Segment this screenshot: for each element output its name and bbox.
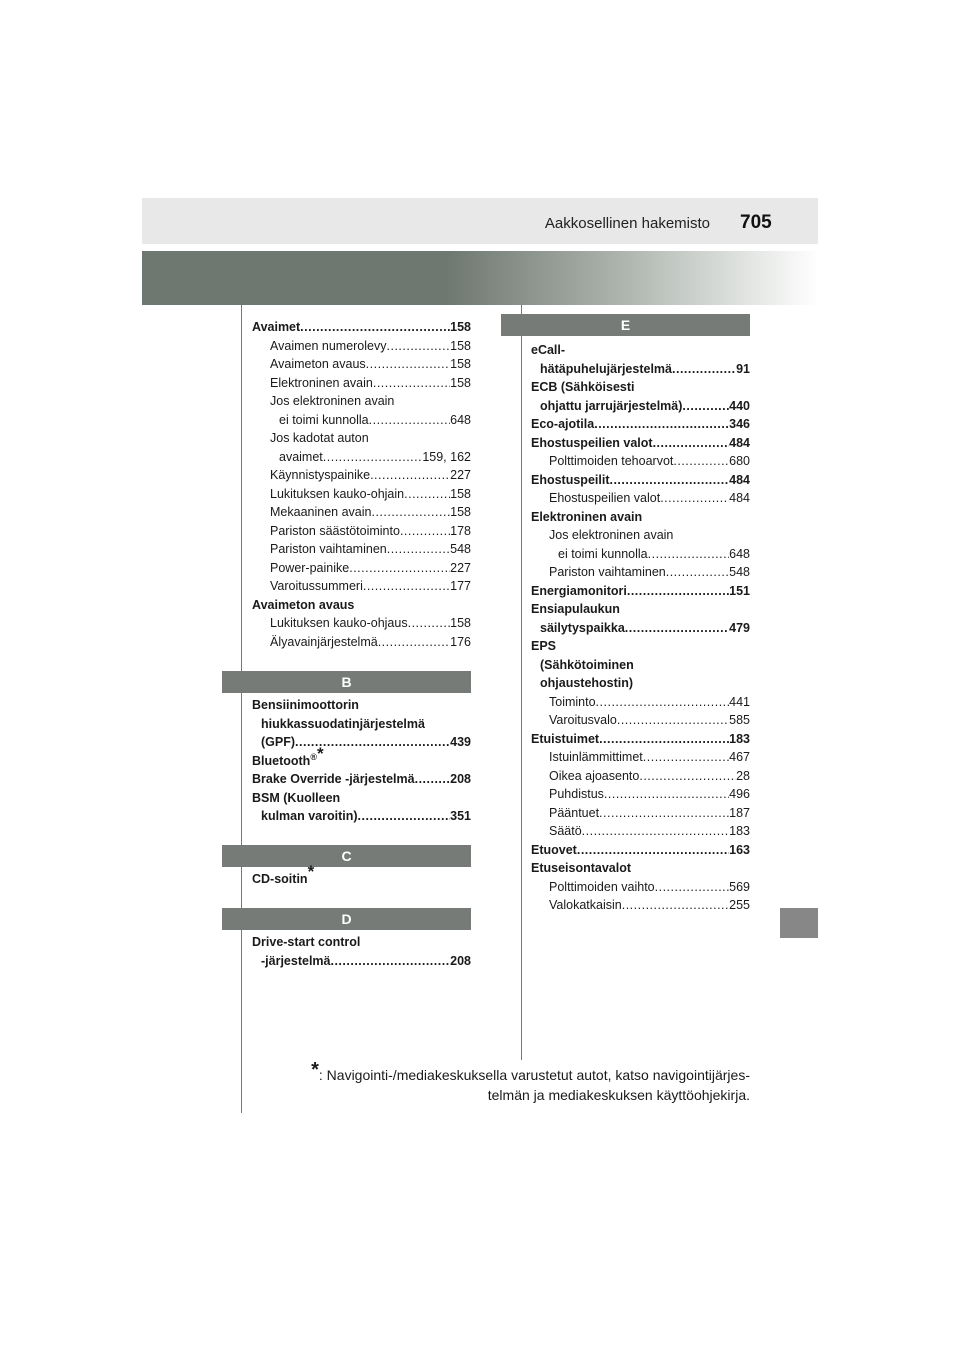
index-entry-text: Brake Override -järjestelmä <box>252 772 415 786</box>
section-d-entries <box>252 933 471 970</box>
index-entry <box>252 355 471 374</box>
dot-leader <box>596 693 730 712</box>
index-entry <box>252 485 471 504</box>
dot-leader <box>582 822 729 841</box>
index-entry-text: Varoitusvalo <box>549 713 617 727</box>
index-entry-page: 648 <box>729 546 750 561</box>
dot-leader <box>648 545 730 564</box>
index-entry <box>252 337 471 356</box>
index-entry <box>252 577 471 596</box>
index-entry <box>252 392 471 411</box>
index-entry-page: 569 <box>729 879 750 894</box>
dot-leader <box>655 878 730 897</box>
index-entry-text: -järjestelmä <box>261 953 331 968</box>
index-entry-page: 163 <box>729 842 750 857</box>
dot-leader <box>617 711 729 730</box>
index-entry-text: kulman varoitin) <box>261 809 358 823</box>
footnote-marker: * <box>311 1059 319 1081</box>
index-entry <box>252 770 471 789</box>
index-entry-page: 439 <box>450 735 471 749</box>
index-entry <box>531 637 750 656</box>
dot-leader <box>408 614 451 633</box>
index-entry-page: 496 <box>729 787 750 801</box>
index-entry <box>252 429 471 448</box>
index-entry-text: Lukituksen kauko-ohjaus <box>270 616 408 630</box>
index-entry-page: 680 <box>729 454 750 468</box>
dot-leader <box>577 841 729 860</box>
index-entry-text: Pääntuet <box>549 805 600 820</box>
index-entry-text: Power-painike <box>270 560 350 575</box>
dot-leader <box>363 577 450 596</box>
index-entry-text: Avaimeton avaus <box>252 597 355 612</box>
index-entry-page: 441 <box>729 694 750 709</box>
dot-leader <box>369 411 451 430</box>
dot-leader <box>627 582 729 601</box>
index-entry-page: 178 <box>450 523 471 538</box>
index-entry-text: Avaimet <box>252 320 301 334</box>
index-column-left <box>252 318 471 651</box>
index-entry <box>531 674 750 693</box>
index-entry-page: 484 <box>729 472 750 487</box>
index-entry <box>252 522 471 541</box>
index-entry-page: 187 <box>729 805 750 820</box>
dot-leader <box>594 415 729 434</box>
index-entry-text: säilytyspaikka <box>540 620 625 635</box>
index-entry <box>531 563 750 582</box>
index-entry-page: 158 <box>450 616 471 630</box>
index-entry-text: Drive-start control <box>252 935 361 949</box>
index-entry-text: avaimet <box>279 449 323 464</box>
index-entry-page: 585 <box>729 713 750 727</box>
index-entry <box>531 415 750 434</box>
index-entry-page: 91 <box>736 361 750 376</box>
index-entry-text: Pariston säästötoiminto <box>270 523 400 538</box>
index-entry-text: Ehostuspeilit <box>531 472 610 487</box>
header-bar <box>142 198 818 244</box>
index-entry-page: 548 <box>450 542 471 556</box>
index-entry <box>531 397 750 416</box>
index-entry <box>252 559 471 578</box>
index-entry-page: 208 <box>450 772 471 786</box>
index-entry-text: Varoitussummeri <box>270 579 363 593</box>
index-entry-page: 158 <box>450 375 471 390</box>
index-entry <box>531 767 750 786</box>
index-entry <box>252 862 471 889</box>
dot-leader <box>371 503 450 522</box>
dot-leader <box>682 397 729 416</box>
letter-heading-c: C <box>222 845 471 867</box>
index-entry <box>531 434 750 453</box>
dot-leader <box>387 337 451 356</box>
index-entry-text: (GPF) <box>261 735 296 749</box>
index-entry <box>531 526 750 545</box>
index-column-right <box>531 341 750 915</box>
index-entry-page: 176 <box>450 634 471 649</box>
dot-leader <box>300 318 450 337</box>
footnote-line-1: : Navigointi-/mediakeskuksella varustetut autot, katso navigointijärjes- <box>318 1067 750 1083</box>
index-entry <box>252 614 471 633</box>
letter-heading-d: D <box>222 908 471 930</box>
index-entry-text: Avaimen numerolevy <box>270 338 387 353</box>
dot-leader <box>622 896 729 915</box>
index-entry-text: (Sähkötoiminen <box>540 657 634 672</box>
footnote-reference: * <box>307 862 315 881</box>
index-entry <box>531 452 750 471</box>
index-entry-text: Säätö <box>549 824 582 838</box>
dot-leader <box>358 807 451 826</box>
index-entry <box>531 471 750 490</box>
dot-leader <box>673 452 729 471</box>
index-entry-text: Polttimoiden vaihto <box>549 879 655 894</box>
index-entry-page: 484 <box>729 491 750 505</box>
index-entry-page: 440 <box>729 398 750 413</box>
index-entry-text: EPS <box>531 639 557 653</box>
dot-leader <box>609 471 729 490</box>
index-entry-text: ei toimi kunnolla <box>558 546 648 561</box>
index-entry-page: 227 <box>450 468 471 482</box>
index-entry-text: Etuistuimet <box>531 731 600 746</box>
index-entry-text: Elektroninen avain <box>531 509 643 524</box>
index-entry <box>531 711 750 730</box>
index-entry-text: Puhdistus <box>549 787 604 801</box>
index-entry <box>531 896 750 915</box>
index-entry-text: Jos elektroninen avain <box>270 394 395 408</box>
index-entry-page: 158 <box>450 338 471 353</box>
index-entry-page: 346 <box>729 417 750 431</box>
dot-leader <box>370 466 450 485</box>
footnote-reference: * <box>316 743 324 763</box>
index-entry-page: 467 <box>729 750 750 764</box>
index-entry-page: 159, 162 <box>422 449 471 464</box>
index-entry-page: 158 <box>450 505 471 519</box>
index-entry <box>252 696 471 715</box>
dot-leader <box>330 952 450 971</box>
section-b-entries <box>252 696 471 826</box>
dot-leader <box>653 434 730 453</box>
index-entry-page: 183 <box>729 824 750 838</box>
index-entry-text: Ehostuspeilien valot <box>531 435 653 450</box>
dot-leader <box>599 730 729 749</box>
dot-leader <box>639 767 736 786</box>
index-entry <box>252 743 471 771</box>
index-entry <box>531 378 750 397</box>
index-entry <box>531 656 750 675</box>
index-entry <box>252 807 471 826</box>
registered-mark: ® <box>310 751 317 762</box>
index-entry <box>531 693 750 712</box>
index-entry <box>252 540 471 559</box>
header-banner <box>142 251 818 305</box>
dot-leader <box>404 485 450 504</box>
index-entry-text: Oikea ajoasento <box>549 768 640 783</box>
dot-leader <box>349 559 450 578</box>
dot-leader <box>366 355 450 374</box>
dot-leader <box>599 804 729 823</box>
index-entry-text: Käynnistyspainike <box>270 468 371 482</box>
index-entry-text: ECB (Sähköisesti <box>531 380 635 394</box>
index-entry-text: Energiamonitori <box>531 583 627 598</box>
footnote-line-2: telmän ja mediakeskuksen käyttöohjekirja. <box>487 1087 750 1103</box>
index-entry-page: 158 <box>450 357 471 371</box>
index-entry-page: 484 <box>729 435 750 450</box>
index-entry-text: Bluetooth <box>252 753 311 768</box>
index-entry <box>531 748 750 767</box>
index-entry-page: 28 <box>736 768 750 783</box>
index-entry-text: Avaimeton avaus <box>270 357 366 371</box>
index-entry <box>252 411 471 430</box>
index-entry <box>531 785 750 804</box>
index-entry-text: Eco-ajotila <box>531 417 595 431</box>
index-entry <box>531 878 750 897</box>
letter-heading-b: B <box>222 671 471 693</box>
dot-leader <box>666 563 729 582</box>
index-entry-text: Älyavainjärjestelmä <box>270 634 378 649</box>
dot-leader <box>415 770 451 789</box>
index-entry-text: Istuinlämmittimet <box>549 750 643 764</box>
index-entry <box>252 318 471 337</box>
index-entry-page: 183 <box>729 731 750 746</box>
index-entry-page: 479 <box>729 620 750 635</box>
index-entry <box>531 341 750 360</box>
index-entry-text: Mekaaninen avain <box>270 505 372 519</box>
index-entry-text: ohjaustehostin) <box>540 676 634 690</box>
index-entry <box>252 715 471 734</box>
index-entry-text: Toiminto <box>549 694 596 709</box>
index-entry <box>531 600 750 619</box>
column-divider-rule <box>521 305 522 1060</box>
index-entry-text: Etuovet <box>531 842 577 857</box>
index-entry <box>531 804 750 823</box>
index-entry-text: hiukkassuodatinjärjestelmä <box>261 716 425 731</box>
index-entry <box>531 841 750 860</box>
index-entry <box>252 596 471 615</box>
index-entry-page: 648 <box>450 412 471 427</box>
dot-leader <box>660 489 729 508</box>
index-entry-text: CD-soitin <box>252 872 308 886</box>
dot-leader <box>323 448 423 467</box>
dot-leader <box>378 633 450 652</box>
index-entry-text: hätäpuhelujärjestelmä <box>540 361 672 376</box>
section-c-entries <box>252 862 471 889</box>
index-entry-text: Etuseisontavalot <box>531 861 632 875</box>
header-title: Aakkosellinen hakemisto <box>544 215 710 232</box>
index-entry-text: Polttimoiden tehoarvot <box>549 454 674 468</box>
dot-leader <box>672 360 736 379</box>
dot-leader <box>643 748 729 767</box>
index-entry <box>252 789 471 808</box>
index-entry <box>531 822 750 841</box>
index-entry-page: 151 <box>729 583 750 598</box>
index-entry-page: 255 <box>729 898 750 912</box>
index-entry-text: BSM (Kuolleen <box>252 790 341 805</box>
index-entry-text: Ehostuspeilien valot <box>549 491 661 505</box>
index-entry <box>252 952 471 971</box>
index-entry <box>252 733 471 752</box>
index-entry-page: 158 <box>450 320 471 334</box>
index-entry-page: 208 <box>450 953 471 968</box>
index-entry <box>252 374 471 393</box>
index-entry <box>531 545 750 564</box>
index-entry-text: Elektroninen avain <box>270 375 373 390</box>
index-entry-page: 227 <box>450 560 471 575</box>
dot-leader <box>400 522 450 541</box>
footnote <box>262 1059 750 1105</box>
dot-leader <box>387 540 450 559</box>
index-entry <box>531 508 750 527</box>
index-entry-text: Jos elektroninen avain <box>549 528 674 542</box>
index-entry <box>531 582 750 601</box>
index-entry <box>252 448 471 467</box>
index-entry-text: Pariston vaihtaminen <box>270 542 387 556</box>
index-entry <box>531 859 750 878</box>
index-entry <box>531 619 750 638</box>
index-entry <box>531 489 750 508</box>
index-entry <box>252 633 471 652</box>
index-entry-page: 548 <box>729 565 750 579</box>
page-number: 705 <box>740 212 772 233</box>
index-entry <box>252 503 471 522</box>
index-entry-page: 177 <box>450 579 471 593</box>
index-entry <box>531 730 750 749</box>
letter-heading-e: E <box>501 314 750 336</box>
index-entry-text: ei toimi kunnolla <box>279 412 369 427</box>
dot-leader <box>604 785 729 804</box>
section-thumb-tab <box>780 908 818 938</box>
dot-leader <box>373 374 450 393</box>
index-entry <box>252 933 471 952</box>
index-entry-text: ohjattu jarrujärjestelmä) <box>540 398 683 413</box>
index-entry-page: 351 <box>450 809 471 823</box>
index-entry-text: Bensiinimoottorin <box>252 698 359 712</box>
index-entry-text: Valokatkaisin <box>549 898 622 912</box>
index-entry-text: Pariston vaihtaminen <box>549 565 666 579</box>
left-margin-rule <box>241 305 242 1113</box>
index-entry-text: Jos kadotat auton <box>270 431 369 445</box>
index-entry-text: Ensiapulaukun <box>531 602 620 616</box>
index-entry-text: Lukituksen kauko-ohjain <box>270 486 405 501</box>
index-entry <box>252 466 471 485</box>
dot-leader <box>625 619 729 638</box>
index-entry-text: eCall- <box>531 343 566 357</box>
index-entry <box>531 360 750 379</box>
index-entry-page: 158 <box>450 486 471 501</box>
